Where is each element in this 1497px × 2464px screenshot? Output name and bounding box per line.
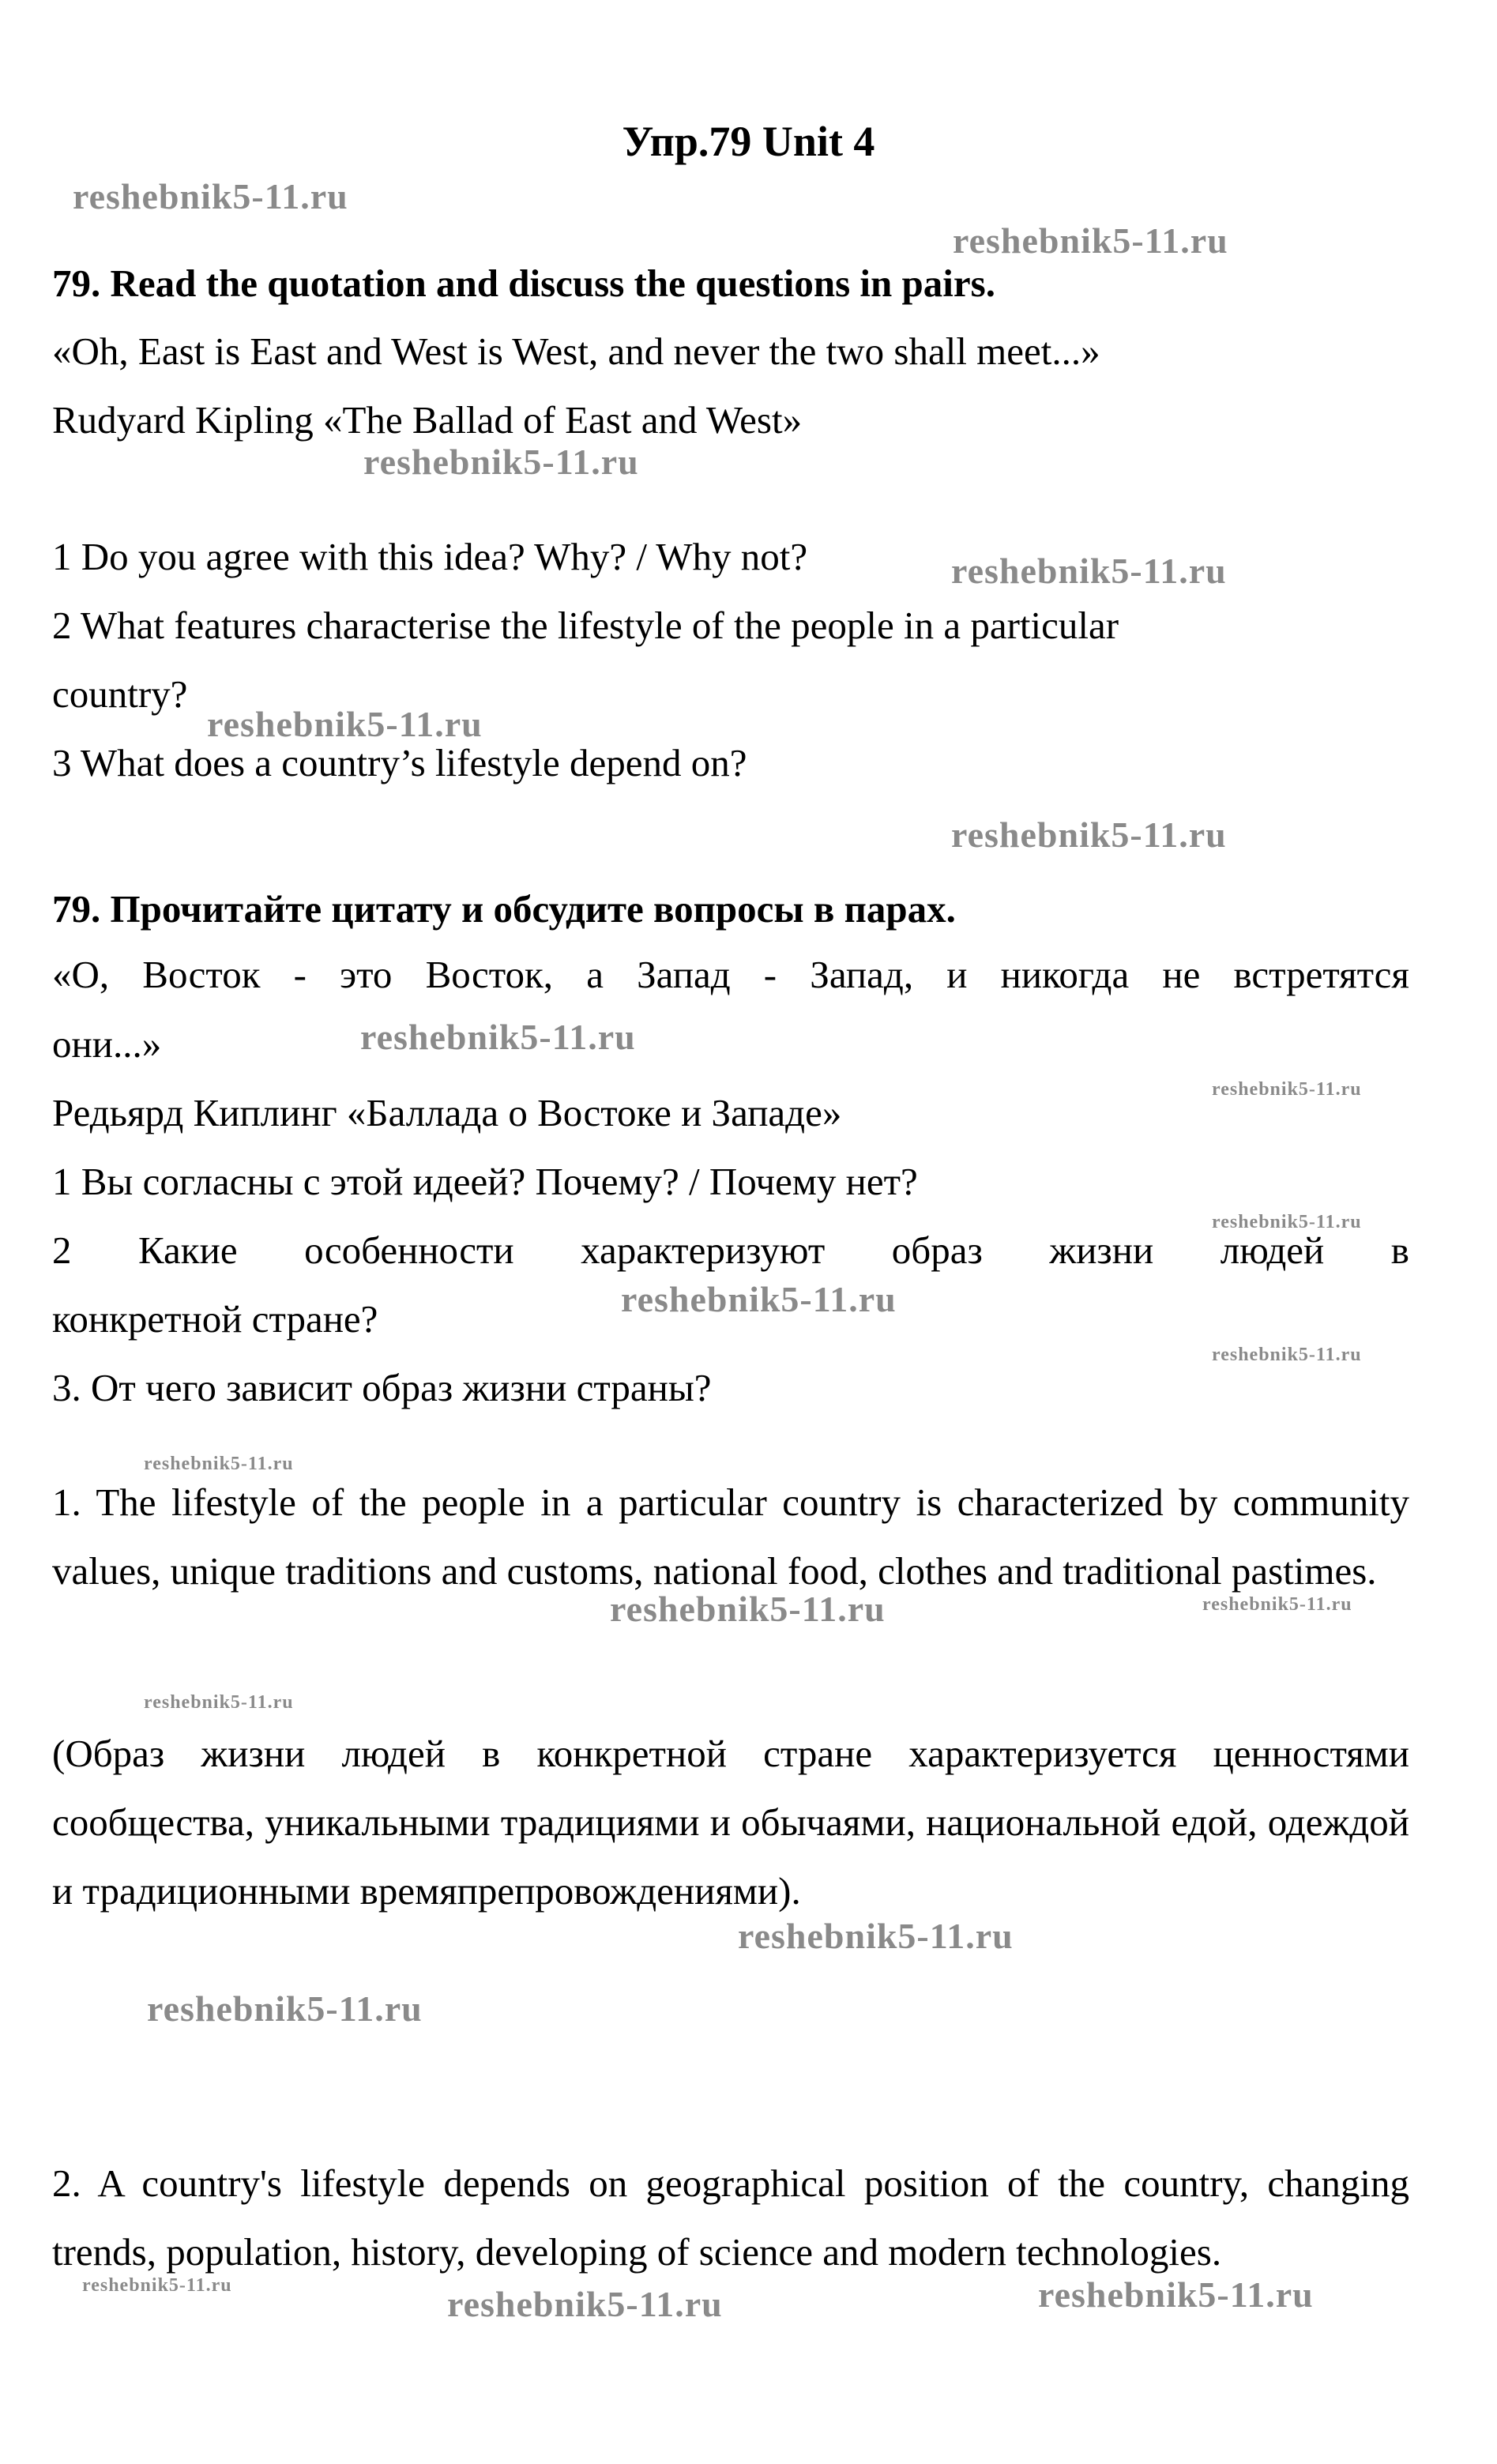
question-3-ru: 3. От чего зависит образ жизни страны? <box>52 1366 712 1409</box>
question-1-ru: 1 Вы согласны с этой идеей? Почему? / Почему нет? <box>52 1160 918 1203</box>
watermark: reshebnik5-11.ru <box>73 176 348 216</box>
watermark: reshebnik5-11.ru <box>951 814 1227 855</box>
watermark: reshebnik5-11.ru <box>951 551 1227 591</box>
watermark: reshebnik5-11.ru <box>1212 1345 1362 1365</box>
question-2-en-line-1: 2 What features characterise the lifestyle of the people in a particular <box>52 604 1119 647</box>
watermark: reshebnik5-11.ru <box>363 442 639 482</box>
watermark: reshebnik5-11.ru <box>1202 1594 1352 1615</box>
answer-2-en: 2. A country's lifestyle depends on geographical position of the country, changing trends, population, history, developing of science and modern technologies. <box>52 2161 1409 2274</box>
answer-1-ru: (Образ жизни людей в конкретной стране характеризуется ценностями сообщества, уникальными традициями и обычаями, национальной едой, одеждой и традиционными времяпрепровождениями). <box>52 1732 1409 1913</box>
question-2-ru-line-2: конкретной стране? <box>52 1297 378 1341</box>
quote-ru-line-1: «О, Восток - это Восток, а Запад - Запад, и никогда не встретятся <box>52 953 1409 996</box>
question-2-ru-line-1: 2 Какие особенности характеризуют образ жизни людей в <box>52 1228 1409 1272</box>
watermark: reshebnik5-11.ru <box>738 1916 1014 1956</box>
watermark: reshebnik5-11.ru <box>360 1017 636 1057</box>
question-2-en-line-2: country? <box>52 672 188 716</box>
watermark: reshebnik5-11.ru <box>447 2284 723 2324</box>
watermark: reshebnik5-11.ru <box>1212 1212 1362 1232</box>
quote-source-en: Rudyard Kipling «The Ballad of East and West» <box>52 398 803 442</box>
watermark: reshebnik5-11.ru <box>144 1692 294 1713</box>
page-title: Упр.79 Unit 4 <box>622 118 875 165</box>
answer-1-en: 1. The lifestyle of the people in a particular country is characterized by community values, unique traditions and customs, national food, clothes and traditional pastimes. <box>52 1480 1409 1593</box>
task-en-heading: 79. Read the quotation and discuss the questions in pairs. <box>52 261 995 305</box>
quote-ru-line-2: они...» <box>52 1022 162 1066</box>
question-3-en: 3 What does a country’s lifestyle depend on? <box>52 741 747 784</box>
watermark: reshebnik5-11.ru <box>953 220 1228 261</box>
watermark: reshebnik5-11.ru <box>1212 1079 1362 1100</box>
watermark: reshebnik5-11.ru <box>610 1589 886 1629</box>
quote-source-ru: Редьярд Киплинг «Баллада о Востоке и Западе» <box>52 1091 842 1134</box>
watermark: reshebnik5-11.ru <box>144 1454 294 1474</box>
watermark: reshebnik5-11.ru <box>207 704 483 744</box>
watermark: reshebnik5-11.ru <box>82 2275 232 2296</box>
quote-en: «Oh, East is East and West is West, and never the two shall meet...» <box>52 329 1100 373</box>
question-1-en: 1 Do you agree with this idea? Why? / Why not? <box>52 535 808 578</box>
task-ru-heading: 79. Прочитайте цитату и обсудите вопросы в парах. <box>52 887 956 931</box>
watermark: reshebnik5-11.ru <box>147 1988 423 2029</box>
watermark: reshebnik5-11.ru <box>1038 2274 1314 2315</box>
watermark: reshebnik5-11.ru <box>621 1279 897 1319</box>
